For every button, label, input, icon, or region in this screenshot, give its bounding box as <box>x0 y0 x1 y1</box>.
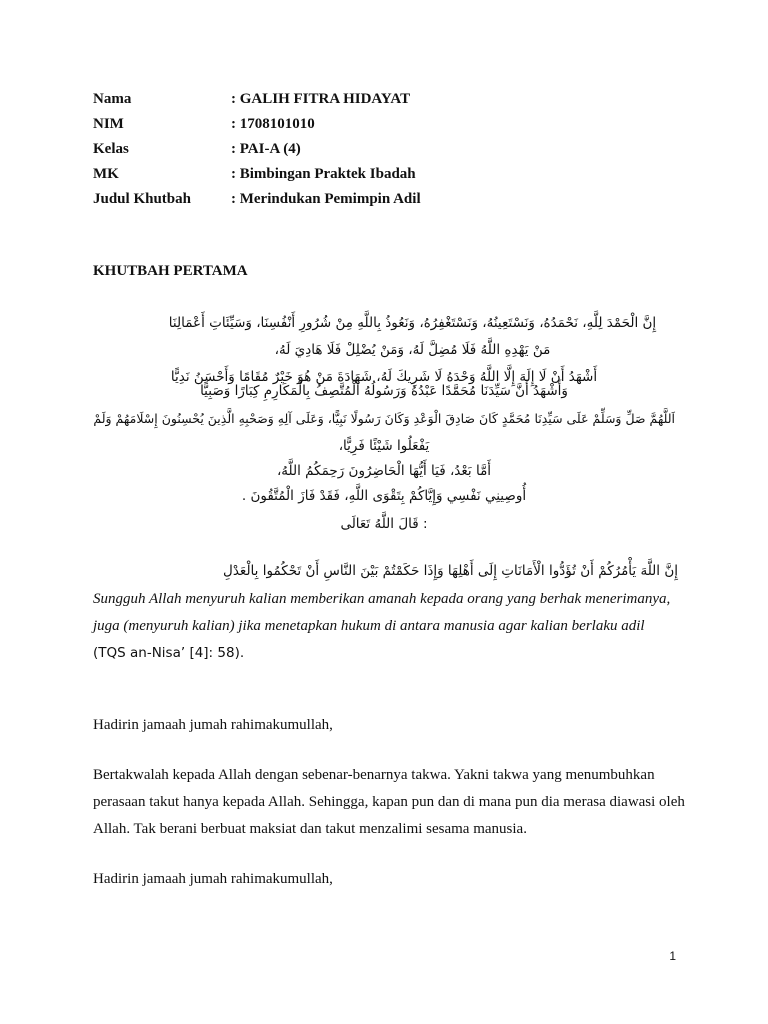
page-number: 1 <box>669 949 676 963</box>
verse-reference: (TQS an-Nisa’ [4]: 58). <box>93 645 245 661</box>
info-row-nim <box>93 112 421 137</box>
paragraph-body: Bertakwalah kepada Allah dengan sebenar-benarnya takwa. Yakni takwa yang menumbuhkan perasaan takut hanya kepada Allah. Sehingga, kapan pun dan di mana pun dia merasa diawasi oleh Allah. Tak berani berbuat maksiat dan takut menzalimi sesama manusia. <box>93 767 685 837</box>
arabic-line-3: أَشْهَدُ أَنْ لَا إِلَهَ إِلَّا اللَّهُ وَحْدَهُ لَا شَرِيكَ لَهُ، شَهَادَةَ مَنْ هُوَ خَيْرٌ مُقَامًا وَأَحْسَنُ نَدِيًّا <box>170 369 598 385</box>
arabic-line-8: أُوصِينِي نَفْسِي وَإِيَّاكُمْ بِتَقْوَى اللَّهِ، فَقَدْ فَازَ الْمُتَّقُونَ . <box>241 488 527 504</box>
translation-text: Sungguh Allah menyuruh kalian memberikan amanah kepada orang yang berhak menerimanya, juga (menyuruh kalian) jika menetapkan hukum di antara manusia agar kalian berlaku adil <box>93 591 671 634</box>
paragraph-greeting-1: Hadirin jamaah jumah rahimakumullah, <box>93 717 333 733</box>
arabic-line-9: : قَالَ اللَّهُ تَعَالَى <box>340 516 428 532</box>
section-heading: KHUTBAH PERTAMA <box>93 263 248 279</box>
arabic-line-2: مَنْ يَهْدِهِ اللَّهُ فَلَا مُضِلَّ لَهُ، وَمَنْ يُضْلِلْ فَلَا هَادِيَ لَهُ، <box>274 342 551 358</box>
arabic-line-7: أَمَّا بَعْدُ، فَيَا أَيُّهَا الْحَاضِرُونَ رَحِمَكُمُ اللَّهُ، <box>276 463 492 479</box>
arabic-line-4: وَأَشْهَدُ أَنَّ سَيِّدَنَا مُحَمَّدًا عَبْدُهُ وَرَسُولُهُ الْمُتَّصِفُ بِالْمَكَارِمِ كِبَارًا وَصَبِيًّا <box>200 383 568 399</box>
info-label: NIM <box>93 116 124 132</box>
info-label: Judul Khutbah <box>93 191 191 207</box>
info-row-judul <box>93 187 421 212</box>
verse-translation <box>93 586 673 667</box>
arabic-line-6: يَفْعَلُوا شَيْئًا فَرِيًّا، <box>338 438 430 454</box>
info-value: : PAI-A (4) <box>231 141 301 157</box>
arabic-line-1: إِنَّ الْحَمْدَ لِلَّهِ، نَحْمَدُهُ، وَنَسْتَعِينُهُ، وَنَسْتَغْفِرُهُ، وَنَعُوذُ بِاللَّهِ مِنْ شُرُورِ أَنْفُسِنَا، وَسَيِّئَاتِ أَعْمَالِنَا <box>168 315 657 331</box>
info-label: MK <box>93 166 119 182</box>
info-row-nama <box>93 87 421 112</box>
info-value: : GALIH FITRA HIDAYAT <box>231 91 411 107</box>
info-row-mk <box>93 162 421 187</box>
info-label: Kelas <box>93 141 129 157</box>
info-value: : Merindukan Pemimpin Adil <box>231 191 421 207</box>
info-label: Nama <box>93 91 132 107</box>
quran-verse: إِنَّ اللَّهَ يَأْمُرُكُمْ أَنْ تُؤَدُّوا الْأَمَانَاتِ إِلَى أَهْلِهَا وَإِذَا حَكَمْتُمْ بَيْنَ النَّاسِ أَنْ تَحْكُمُوا بِالْعَدْلِ <box>223 563 678 579</box>
info-value: : Bimbingan Praktek Ibadah <box>231 166 416 182</box>
student-info-table <box>93 87 421 212</box>
paragraph-greeting-2: Hadirin jamaah jumah rahimakumullah, <box>93 871 333 887</box>
arabic-line-5: اَللَّهُمَّ صَلِّ وَسَلِّمْ عَلَى سَيِّدِنَا مُحَمَّدٍ كَانَ صَادِقَ الْوَعْدِ وَكَانَ رَسُولًا نَبِيًّا، وَعَلَى آلِهِ وَصَحْبِهِ الَّذِينَ يُحْسِنُونَ إِسْلَامَهُمْ وَلَمْ <box>93 411 675 426</box>
info-value: : 1708101010 <box>231 116 315 132</box>
info-row-kelas <box>93 137 421 162</box>
